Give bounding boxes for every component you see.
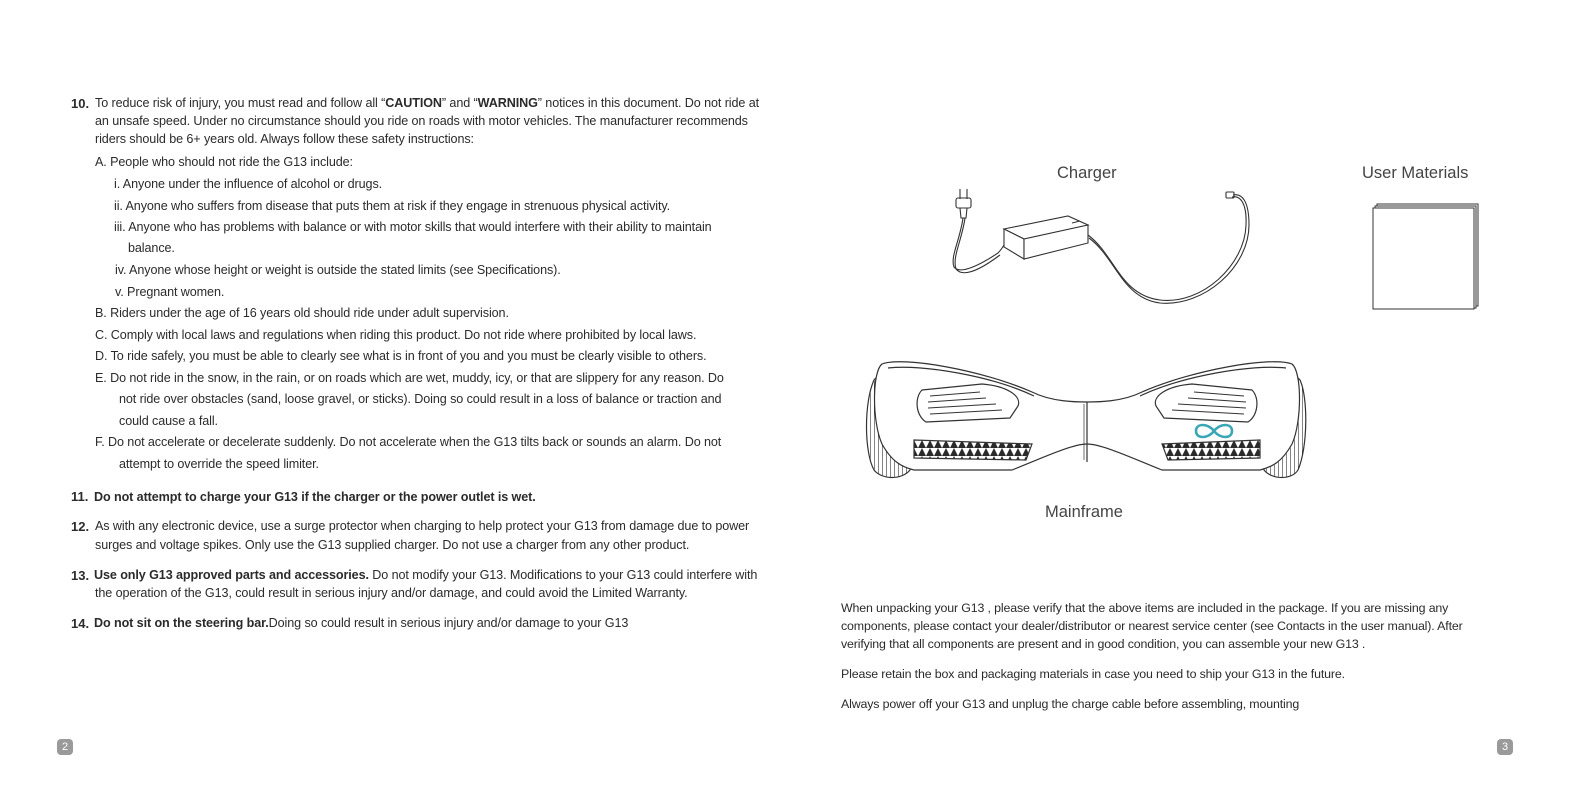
mainframe-hoverboard-illustration [862, 352, 1312, 487]
item-11-number: 11. [71, 489, 89, 504]
page-number-badge-right: 3 [1497, 739, 1513, 755]
item-10-number: 10. [71, 96, 90, 111]
item-10-A-iii: iii. Anyone who has problems with balance or with motor skills that would interfere with their ability to maintain [114, 220, 712, 234]
item-14-number: 14. [71, 616, 90, 631]
item-10-C: C. Comply with local laws and regulations when riding this product. Do not ride where prohibited by local laws. [95, 328, 697, 342]
user-materials-booklet-icon [1368, 200, 1484, 315]
page-number-badge-left: 2 [57, 739, 73, 755]
item-10-A: A. People who should not ride the G13 include: [95, 155, 353, 169]
item-10-E-2: not ride over obstacles (sand, loose gravel, or sticks). Doing so could result in a loss of balance or traction and [119, 392, 722, 406]
caution-word: CAUTION [385, 96, 442, 110]
item-10-line-1-c: ” notices in this document. Do not ride at [537, 96, 759, 110]
item-13-rest: Do not modify your G13. Modifications to your G13 could interfere with [368, 568, 758, 582]
charger-plug-icon [953, 189, 1008, 273]
charger-label: Charger [1057, 164, 1117, 182]
item-14-text [94, 615, 628, 631]
retain-box-paragraph: Please retain the box and packaging materials in case you need to ship your G13 in the future. [841, 667, 1345, 681]
warning-word: WARNING [477, 96, 538, 110]
item-10-line-1-b: ” and “ [441, 96, 478, 110]
item-10-line-1-a: To reduce risk of injury, you must read and follow all “ [95, 96, 386, 110]
item-13-number: 13. [71, 568, 90, 583]
item-10-F: F. Do not accelerate or decelerate suddenly. Do not accelerate when the G13 tilts back or sounds an alarm. Do not [95, 435, 722, 449]
item-10-E: E. Do not ride in the snow, in the rain, or on roads which are wet, muddy, icy, or that are slippery for any reason. Do [95, 371, 724, 385]
item-10-A-i: i. Anyone under the influence of alcohol or drugs. [114, 177, 383, 191]
item-13-line-2: the operation of the G13, could result in serious injury and/or damage, and could avoid the Limited Warranty. [95, 586, 688, 600]
unpacking-paragraph-line-2: components, please contact your dealer/distributor or nearest service center (see Contacts in the user manual). After [841, 619, 1463, 633]
unpacking-paragraph-line-3: verifying that all components are present and in good condition, you can assemble your new G13 . [841, 637, 1366, 651]
mainframe-label: Mainframe [1045, 503, 1123, 521]
charger-brick-icon [1004, 216, 1088, 259]
charger-cable-icon [1088, 192, 1249, 303]
charger-illustration [940, 185, 1260, 310]
item-12-number: 12. [71, 519, 90, 534]
item-10-E-3: could cause a fall. [119, 414, 218, 428]
item-10-D: D. To ride safely, you must be able to clearly see what is in front of you and you must be clearly visible to others. [95, 349, 707, 363]
unpacking-paragraph-line-1: When unpacking your G13 , please verify that the above items are included in the package. If you are missing any [841, 601, 1449, 615]
user-materials-label: User Materials [1362, 164, 1469, 182]
item-14-rest: Doing so could result in serious injury and/or damage to your G13 [268, 616, 629, 630]
item-13-line-1 [94, 567, 757, 583]
item-14-bold: Do not sit on the steering bar. [94, 616, 269, 630]
item-12-line-1: As with any electronic device, use a surge protector when charging to help protect your G13 from damage due to power [95, 519, 750, 533]
item-10-A-iv: iv. Anyone whose height or weight is outside the stated limits (see Specifications). [115, 263, 561, 277]
item-10-line-3: riders should be 6+ years old. Always follow these safety instructions: [95, 132, 474, 146]
item-10-A-iii-cont: balance. [128, 241, 175, 255]
power-off-paragraph: Always power off your G13 and unplug the charge cable before assembling, mounting [841, 697, 1300, 711]
item-10-B: B. Riders under the age of 16 years old should ride under adult supervision. [95, 306, 509, 320]
item-11-text: Do not attempt to charge your G13 if the charger or the power outlet is wet. [94, 490, 536, 504]
item-10-line-1 [95, 95, 759, 111]
item-12-line-2: surges and voltage spikes. Only use the G13 supplied charger. Do not use a charger from any other product. [95, 538, 690, 552]
item-10-A-ii: ii. Anyone who suffers from disease that puts them at risk if they engage in strenuous physical activity. [114, 199, 671, 213]
item-10-A-v: v. Pregnant women. [115, 285, 225, 299]
item-10-F-2: attempt to override the speed limiter. [119, 457, 319, 471]
item-13-bold: Use only G13 approved parts and accessories. [94, 568, 369, 582]
item-10-line-2: an unsafe speed. Under no circumstance should you ride on roads with motor vehicles. The manufacturer recommends [95, 114, 748, 128]
